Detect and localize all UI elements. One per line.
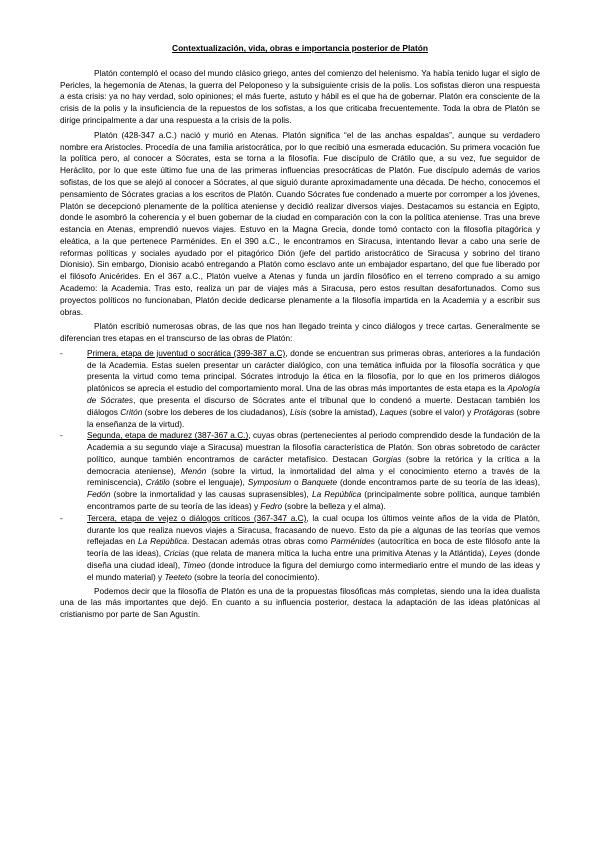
work-title: La República [311,489,362,500]
stage-text: (sobre el lenguaje), [169,477,248,488]
stage-heading: Tercera, etapa de vejez o diálogos críticos (367-347 a.C) [87,512,307,523]
paragraph-context: Platón contempló el ocaso del mundo clásico griego, antes del comienzo del helenismo. Ya había tenido lugar el siglo de Pericles, la hegemonía de Atenas, la guerra del Peloponeso y la subsiguiente crisis de la polis. Los sofistas dieron una respuesta a esta crisis: ya no hay verdad, solo opiniones; el más fuerte, astuto y hábil es el que ha de gobernar. Platón era consciente de la crisis de la polis y la insuficiencia de la repuestos de los sofistas, a los que criticaba frecuentemente. Toda la obra de Platón se dirige principalmente a dar una respuesta a la crisis de la polis. [60,67,540,126]
paragraph-influence: Podemos decir que la filosofía de Platón es una de la propuestas filosóficas más completas, siendo una la idea dualista una de las más importantes que dejó. En cuanto a su influencia posterior, destaca la adaptación de las ideas platónicas al cristianismo por parte de San Agustín. [60,585,540,620]
paragraph-works-intro: Platón escribió numerosas obras, de las que nos han llegado treinta y cinco diálogos y trece cartas. Generalmente se diferencian tres etapas en el transcurso de las obras de Platón: [60,321,540,344]
work-title: Lisis [289,406,307,417]
stage-heading: Segunda, etapa de madurez (387-367 a.C.) [87,430,249,441]
stage-text: o [291,477,302,488]
stage-text: (sobre la enseñanza de la virtud). [87,406,540,429]
stage-text: (sobre la virtud, la inmortalidad del alma y el conocimiento eterno a través de la reminiscencia), [87,465,540,488]
stage-text: (sobre la retórica y la crítica a la democracia ateniense), [87,453,540,476]
list-item-second-stage [60,430,540,512]
work-title: Teeteto [164,571,192,582]
work-title: Cricias [163,548,190,559]
work-title: Gorgias [372,453,402,464]
stage-text: (que relata de manera mítica la lucha entre una primitiva Atenas y la Atlántida), [189,548,490,559]
stage-text: , donde se encuentran sus primeras obras, anteriores a la fundación de la Academia. Estas suelen presentar un carácter dialógico, con una temática influida por la filosofía socrática y que presenta la virtud como tema principal. Sócrates introdujo la ética en la filosofía, por lo que en los primeros diálogos platónicos se aprecia el estudio del comportamiento moral. Una de las obras más importantes de esta etapa es la [87,347,541,394]
stage-text: (sobre los deberes de los ciudadanos), [142,406,290,417]
stage-text: , la cual ocupa los últimos veinte años de la vida de Platón, durante los que realiza nuevos viajes a Siracusa, fracasando de nuevo. Esto da pie a algunas de las teorías que vemos reflejadas en [87,512,540,547]
stage-text: (principalmente sobre política, aunque también encontramos parte de su teoría de las ideas) y [87,489,540,512]
list-dash: - [60,430,63,441]
stage-heading: Primera, etapa de juventud o socrática (399-387 a.C) [87,347,286,358]
work-title: Apología de Sócrates [87,383,540,406]
work-title: Banquete [301,477,338,488]
stage-text: , que presenta el discurso de Sócrates ante el tribunal que lo condenó a muerte. Destacan también los diálogos [87,395,540,417]
work-title: Critón [120,406,143,417]
paragraph-life: Platón (428-347 a.C.) nació y murió en Atenas. Platón significa “el de las anchas espaldas”, aunque su verdadero nombre era Aristocles. Procedía de una familia aristocrática, por lo que recibió una esmerada educación. Su primera vocación fue la política pero, al conocer a Sócrates, esta se torna a la filosofía. Fue discípulo de Crátilo que, a su vez, fue seguidor de Heráclito, por lo que este último fue una de las primeras influencias presocráticas de Platón. Fue discípulo además de varios sofistas, de los que se alejó al conocer a Sócrates, al que siguió durante aproximadamente una década. De hecho, conocemos el pensamiento de Sócrates gracias a los escritos de Platón. Cuando Sócrates fue condenado a muerte por corromper a los jóvenes, Platón se decepcionó plenamente de la política ateniense y decidió realizar diversos viajes. Destacamos su estancia en Egipto, donde le asombró la coherencia y el buen gobernar de la ciudad en comparación con la con la política ateniense. Tras una breve estancia en Atenas, emprendió nuevos viajes. Estuvo en la Magna Grecia, donde tomó contacto con la filosofía pitagórica y eleática, a la que pertenece Parménides. En el 390 a.C., le encontramos en Siracusa, intentando llevar a cabo una serie de reformas políticas y sociales ayudado por el pitagórico Dión (jefe del partido aristocrático de Siracusa y sobrino del tirano Dionisio). Sin embargo, Dionisio acabó entregando a Platón como esclavo ante un embajador espartano, del que fue liberado por el filósofo Anicérides. En el 367 a.C., Platón vuelve a Atenas y funda un jardín filosófico en el terreno comprado a su amigo Academo: la Academia. Tras esto, realiza un par de viajes más a Siracusa, pero estos resultan desafortunados. Como sus proyectos políticos no funcionaban, Platón decide dedicarse plenamente a la filosofía impartida en la Academia y a escribir sus obras. [60,129,540,317]
stage-text: (sobre el valor) y [407,406,474,417]
stage-text: , cuyas obras (pertenecientes al periodo comprendido desde la fundación de la Academia a su segundo viaje a Siracusa) muestran la filosofía característica de Platón. Son obras sobretodo de carácter político, aunque también encontramos de carácter metafísico. Destacan [87,430,541,464]
list-item-first-stage [60,348,540,430]
list-dash: - [60,512,63,523]
work-title: Fedro [260,501,283,512]
stage-text: (sobre la inmortalidad y las causas suprasensibles), [110,489,312,500]
work-title: Timeo [182,559,206,570]
stage-text: (sobre la belleza y el alma). [282,501,386,512]
work-title: Protágoras [473,406,515,417]
stage-text: (sobre la teoría del conocimiento). [191,571,320,582]
stages-list [60,348,540,584]
stage-text: (donde diseña una ciudad ideal), [87,548,540,570]
work-title: Crátilo [145,477,170,488]
work-title: La República [137,536,187,547]
document-title: Contextualización, vida, obras e importancia posterior de Platón [172,43,428,53]
list-item-third-stage [60,513,540,584]
work-title: Symposium [247,477,292,488]
work-title: Fedón [87,489,111,500]
work-title: Menón [180,465,207,476]
stage-text: (sobre la amistad), [306,406,380,417]
work-title: Leyes [489,548,512,559]
stage-text: (donde encontramos parte de su teoría de las ideas), [337,477,540,488]
work-title: Parménides [330,536,375,547]
stage-text: . Destacan además otras obras como [186,536,331,547]
work-title: Laques [379,406,408,417]
stage-text: (autocrítica en boca de este filósofo ante la teoría de las ideas), [87,536,540,559]
list-dash: - [60,347,63,358]
stage-text: (donde introduce la figura del demiurgo como intermediario entre el mundo de las ideas y el mundo material) y [87,559,541,582]
